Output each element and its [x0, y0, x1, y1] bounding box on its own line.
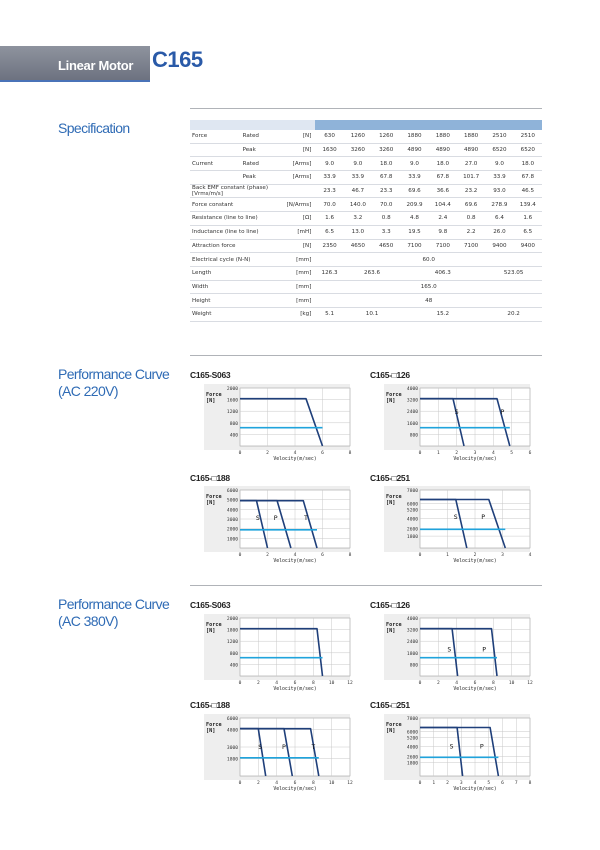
- spec-value: 139.4: [514, 198, 542, 212]
- spec-value: 630: [315, 130, 343, 143]
- spec-table: [190, 120, 542, 322]
- spec-value: 9.0: [400, 157, 428, 171]
- divider: [190, 585, 542, 586]
- spec-value: 2510: [485, 130, 513, 143]
- y-axis-unit: [N]: [206, 398, 216, 404]
- y-tick-label: 5000: [226, 498, 238, 504]
- x-tick-label: 6: [473, 681, 477, 686]
- x-tick-label: 2: [455, 451, 459, 456]
- table-row: [190, 294, 542, 308]
- spec-value: 3.3: [372, 225, 400, 239]
- perf220-title-line2: (AC 220V): [58, 383, 118, 399]
- y-tick-label: 1200: [226, 410, 238, 416]
- spec-value: 1880: [400, 130, 428, 143]
- spec-value: 9.0: [485, 157, 513, 171]
- x-tick-label: 4: [455, 681, 459, 686]
- x-tick-label: 12: [347, 781, 353, 786]
- spec-value: 1880: [457, 130, 485, 143]
- spec-label: Force constant: [190, 198, 281, 212]
- x-tick-label: 0: [418, 451, 422, 456]
- x-tick-label: 2: [446, 781, 449, 786]
- spec-label-text: Back EMF constant (phase): [192, 185, 269, 192]
- y-axis-unit: [N]: [386, 500, 396, 506]
- y-tick-label: 3200: [406, 398, 418, 404]
- spec-unit: [N/Arms]: [281, 198, 315, 212]
- spec-value: 18.0: [429, 157, 457, 171]
- y-tick-label: 2600: [406, 527, 418, 533]
- spec-value: 33.9: [400, 171, 428, 185]
- y-tick-label: 2000: [226, 617, 238, 622]
- header-model: C165: [152, 47, 203, 72]
- spec-sublabel: Peak: [241, 171, 281, 185]
- y-tick-label: 5200: [406, 736, 418, 742]
- y-tick-label: 2400: [406, 410, 418, 416]
- spec-value: 4650: [344, 239, 372, 253]
- table-header-cell: [315, 120, 542, 130]
- y-tick-label: 7800: [406, 489, 418, 494]
- perf380-section-title: [58, 596, 169, 630]
- spec-value: 19.5: [400, 225, 428, 239]
- curve-marker: P: [481, 513, 486, 521]
- spec-value: 23.2: [457, 184, 485, 198]
- spec-unit: [kg]: [281, 307, 315, 321]
- x-tick-label: 4: [491, 451, 495, 456]
- x-tick-label: 0: [418, 681, 422, 686]
- table-row: [190, 307, 542, 321]
- perf220-section-title: [58, 366, 169, 400]
- spec-value: 15.2: [400, 307, 485, 321]
- y-tick-label: 4000: [406, 617, 418, 622]
- spec-value: 1630: [315, 143, 343, 157]
- spec-value: 1260: [372, 130, 400, 143]
- performance-chart-220-126: [370, 384, 542, 466]
- performance-chart-220-251: [370, 486, 542, 568]
- x-tick-label: 0: [418, 553, 422, 558]
- spec-value: 67.8: [514, 171, 542, 185]
- spec-value: 4.8: [400, 212, 428, 226]
- spec-unit: [mH]: [281, 225, 315, 239]
- table-row: [190, 225, 542, 239]
- spec-value: 6.5: [315, 225, 343, 239]
- table-header-cell: [190, 120, 315, 130]
- curve-marker: S: [454, 408, 459, 417]
- spec-value: 523.05: [485, 266, 542, 280]
- table-row: [190, 130, 542, 143]
- spec-value: 2.2: [457, 225, 485, 239]
- y-tick-label: 6000: [226, 717, 238, 722]
- table-row: [190, 280, 542, 294]
- y-tick-label: 4000: [406, 387, 418, 392]
- spec-value: 18.0: [372, 157, 400, 171]
- curve-marker: S: [258, 742, 263, 751]
- curve-marker: T: [311, 742, 316, 751]
- x-tick-label: 8: [311, 681, 315, 686]
- y-tick-label: 1800: [226, 628, 238, 634]
- spec-label: Current: [190, 157, 241, 171]
- y-axis-unit: [N]: [386, 728, 396, 734]
- x-tick-label: 2: [473, 553, 477, 558]
- table-row: [190, 171, 542, 185]
- performance-chart-380-251: [370, 714, 542, 796]
- curve-marker: T: [304, 513, 308, 522]
- x-tick-label: 3: [501, 553, 504, 558]
- spec-value: 101.7: [457, 171, 485, 185]
- chart-title: C165-S063: [190, 370, 231, 380]
- y-axis-label: Force: [386, 622, 402, 628]
- spec-value: 406.3: [400, 266, 485, 280]
- y-tick-label: 400: [229, 663, 238, 669]
- spec-unit: [mm]: [281, 253, 315, 267]
- y-axis-label: Force: [206, 392, 222, 398]
- spec-value: 23.3: [315, 184, 343, 198]
- x-tick-label: 8: [528, 781, 532, 786]
- curve-marker: S: [453, 513, 458, 521]
- y-tick-label: 6000: [406, 730, 418, 736]
- spec-label: Resistance (line to line): [190, 212, 281, 226]
- spec-value: 23.3: [372, 184, 400, 198]
- x-axis-label: Velocity(m/sec): [453, 787, 497, 792]
- y-axis-unit: [N]: [206, 728, 216, 734]
- spec-value: 6520: [514, 143, 542, 157]
- curve-marker: P: [273, 513, 278, 522]
- spec-label: Inductance (line to line): [190, 225, 281, 239]
- spec-value: 18.0: [514, 157, 542, 171]
- performance-chart-380-188: [190, 714, 362, 796]
- spec-value: 3260: [344, 143, 372, 157]
- x-tick-label: 12: [527, 681, 533, 686]
- spec-label: Length: [190, 266, 281, 280]
- header-accent-line: [0, 80, 150, 82]
- spec-label: [190, 184, 281, 198]
- spec-value: 69.6: [457, 198, 485, 212]
- spec-unit: [281, 184, 315, 198]
- x-tick-label: 2: [436, 681, 440, 686]
- y-axis-label: Force: [206, 722, 222, 728]
- spec-value: 69.6: [400, 184, 428, 198]
- spec-value: 1.6: [514, 212, 542, 226]
- divider: [190, 108, 542, 109]
- x-tick-label: 7: [514, 781, 518, 786]
- y-axis-unit: [N]: [386, 398, 396, 404]
- perf380-title-line2: (AC 380V): [58, 613, 118, 629]
- y-tick-label: 800: [229, 651, 238, 657]
- spec-label: Width: [190, 280, 281, 294]
- x-tick-label: 3: [473, 451, 477, 456]
- y-tick-label: 2400: [406, 640, 418, 646]
- chart-title: C165-□126: [370, 370, 410, 380]
- x-tick-label: 4: [473, 781, 477, 786]
- spec-value: 9.0: [315, 157, 343, 171]
- spec-value: 4890: [457, 143, 485, 157]
- spec-value: 0.8: [372, 212, 400, 226]
- y-tick-label: 2000: [226, 527, 238, 533]
- table-row: [190, 198, 542, 212]
- curve-marker: S: [447, 645, 452, 654]
- spec-value: 9400: [514, 239, 542, 253]
- spec-value: 263.6: [344, 266, 401, 280]
- y-tick-label: 4000: [406, 517, 418, 523]
- performance-chart-380-s063: [190, 614, 362, 696]
- spec-value: 278.9: [485, 198, 513, 212]
- spec-value: 2350: [315, 239, 343, 253]
- y-tick-label: 1600: [406, 421, 418, 427]
- spec-value: 2.4: [429, 212, 457, 226]
- spec-value: 93.0: [485, 184, 513, 198]
- x-axis-label: Velocity(m/sec): [273, 787, 317, 792]
- y-tick-label: 800: [409, 433, 418, 439]
- spec-unit: [Ω]: [281, 212, 315, 226]
- spec-value: 9.8: [429, 225, 457, 239]
- spec-value: 1.6: [315, 212, 343, 226]
- spec-sublabel: Rated: [241, 130, 281, 143]
- spec-value: 6.5: [514, 225, 542, 239]
- spec-unit: [mm]: [281, 280, 315, 294]
- spec-value: 3260: [372, 143, 400, 157]
- x-tick-label: 2: [266, 451, 269, 456]
- y-axis-unit: [N]: [206, 500, 216, 506]
- y-tick-label: 1600: [226, 398, 238, 404]
- table-row: [190, 266, 542, 280]
- spec-label-unit: [Vrms/m/s]: [192, 191, 223, 198]
- spec-value: 33.9: [315, 171, 343, 185]
- y-tick-label: 5200: [406, 508, 418, 514]
- y-tick-label: 3000: [226, 518, 238, 523]
- x-tick-label: 0: [238, 553, 242, 558]
- y-tick-label: 1800: [226, 757, 238, 763]
- spec-value: 27.0: [457, 157, 485, 171]
- x-tick-label: 5: [487, 781, 491, 786]
- chart-title: C165-□251: [370, 700, 410, 710]
- x-tick-label: 6: [528, 451, 532, 456]
- spec-value: 13.0: [344, 225, 372, 239]
- x-axis-label: Velocity(m/sec): [273, 457, 317, 462]
- performance-chart-220-188: [190, 486, 362, 568]
- x-tick-label: 6: [293, 781, 297, 786]
- x-tick-label: 0: [418, 781, 422, 786]
- spec-value: 33.9: [485, 171, 513, 185]
- chart-title: C165-□126: [370, 600, 410, 610]
- x-tick-label: 2: [266, 553, 269, 558]
- y-axis-label: Force: [386, 722, 402, 728]
- spec-unit: [N]: [281, 143, 315, 157]
- spec-value: 36.6: [429, 184, 457, 198]
- spec-value: 20.2: [485, 307, 542, 321]
- x-tick-label: 8: [311, 781, 315, 786]
- y-tick-label: 4000: [406, 745, 418, 751]
- x-axis-label: Velocity(m/sec): [453, 687, 497, 692]
- spec-value: 5.1: [315, 307, 343, 321]
- spec-value: 48: [315, 294, 542, 308]
- y-axis-label: Force: [206, 494, 222, 500]
- curve-marker: S: [449, 742, 454, 751]
- x-tick-label: 5: [510, 451, 514, 456]
- x-tick-label: 1: [432, 781, 436, 786]
- spec-value: 70.0: [315, 198, 343, 212]
- spec-value: 10.1: [344, 307, 401, 321]
- spec-value: 6.4: [485, 212, 513, 226]
- spec-sublabel: Rated: [241, 157, 281, 171]
- table-row: [190, 184, 542, 198]
- x-tick-label: 8: [348, 451, 352, 456]
- spec-value: 4890: [400, 143, 428, 157]
- x-tick-label: 1: [446, 553, 449, 558]
- y-tick-label: 2600: [406, 755, 418, 761]
- x-tick-label: 1: [436, 451, 440, 456]
- spec-value: 165.0: [315, 280, 542, 294]
- x-tick-label: 0: [238, 681, 242, 686]
- table-header-row: [190, 120, 542, 130]
- spec-label: Electrical cycle (N-N): [190, 253, 281, 267]
- x-tick-label: 10: [328, 681, 335, 686]
- x-tick-label: 3: [459, 781, 463, 786]
- spec-value: 140.0: [344, 198, 372, 212]
- spec-label: Force: [190, 130, 241, 143]
- x-tick-label: 12: [347, 681, 353, 686]
- y-tick-label: 4000: [226, 508, 238, 514]
- spec-value: 46.5: [514, 184, 542, 198]
- y-tick-label: 1800: [406, 761, 418, 767]
- x-tick-label: 4: [528, 553, 532, 558]
- table-row: [190, 239, 542, 253]
- spec-value: 6520: [485, 143, 513, 157]
- x-tick-label: 4: [293, 553, 297, 558]
- spec-unit: [Arms]: [281, 171, 315, 185]
- spec-value: 2510: [514, 130, 542, 143]
- spec-value: 104.4: [429, 198, 457, 212]
- spec-unit: [mm]: [281, 294, 315, 308]
- y-axis-label: Force: [206, 622, 222, 628]
- x-tick-label: 6: [321, 553, 324, 558]
- y-axis-label: Force: [386, 494, 402, 500]
- spec-label: Height: [190, 294, 281, 308]
- x-tick-label: 10: [508, 681, 515, 686]
- curve-marker: P: [500, 408, 505, 417]
- spec-unit: [Arms]: [281, 157, 315, 171]
- performance-chart-220-s063: [190, 384, 362, 466]
- x-axis-label: Velocity(m/sec): [453, 457, 497, 462]
- spec-value: 0.8: [457, 212, 485, 226]
- x-tick-label: 10: [328, 781, 335, 786]
- y-tick-label: 7800: [406, 717, 418, 722]
- spec-value: 1880: [429, 130, 457, 143]
- x-tick-label: 2: [256, 781, 260, 786]
- x-tick-label: 4: [293, 451, 297, 456]
- y-tick-label: 1800: [406, 535, 418, 541]
- table-row: [190, 212, 542, 226]
- x-tick-label: 4: [275, 681, 279, 686]
- x-axis-label: Velocity(m/sec): [453, 559, 497, 564]
- y-tick-label: 1200: [226, 640, 238, 646]
- x-axis-label: Velocity(m/sec): [273, 559, 317, 564]
- perf220-title-line1: Performance Curve: [58, 366, 170, 382]
- x-tick-label: 0: [238, 451, 242, 456]
- spec-value: 67.8: [429, 171, 457, 185]
- x-tick-label: 6: [293, 681, 297, 686]
- y-tick-label: 2000: [226, 387, 238, 392]
- x-axis-label: Velocity(m/sec): [273, 687, 317, 692]
- x-tick-label: 6: [321, 451, 324, 456]
- curve-marker: P: [282, 742, 286, 751]
- y-tick-label: 3200: [406, 628, 418, 634]
- spec-value: 126.3: [315, 266, 343, 280]
- spec-label: Attraction force: [190, 239, 281, 253]
- y-tick-label: 1000: [226, 537, 238, 543]
- x-tick-label: 2: [256, 681, 260, 686]
- x-tick-label: 4: [275, 781, 279, 786]
- spec-value: 4890: [429, 143, 457, 157]
- divider: [190, 355, 542, 356]
- spec-value: 3.2: [344, 212, 372, 226]
- perf380-title-line1: Performance Curve: [58, 596, 170, 612]
- spec-unit: [N]: [281, 239, 315, 253]
- x-tick-label: 8: [348, 553, 352, 558]
- spec-value: 7100: [457, 239, 485, 253]
- table-row: [190, 143, 542, 157]
- chart-title: C165-S063: [190, 600, 231, 610]
- spec-value: 60.0: [315, 253, 542, 267]
- spec-label: Weight: [190, 307, 281, 321]
- spec-value: 67.8: [372, 171, 400, 185]
- spec-label: [190, 171, 241, 185]
- y-axis-label: Force: [386, 392, 402, 398]
- y-tick-label: 800: [229, 421, 238, 427]
- spec-value: 7100: [400, 239, 428, 253]
- spec-value: 1260: [344, 130, 372, 143]
- spec-value: 4650: [372, 239, 400, 253]
- spec-label: [190, 143, 241, 157]
- y-axis-unit: [N]: [386, 628, 396, 634]
- curve-marker: P: [482, 645, 487, 654]
- chart-title: C165-□251: [370, 473, 410, 483]
- y-axis-unit: [N]: [206, 628, 216, 634]
- header-category: Linear Motor: [58, 58, 134, 73]
- y-tick-label: 6000: [406, 502, 418, 508]
- spec-value: 209.9: [400, 198, 428, 212]
- x-tick-label: 8: [491, 681, 495, 686]
- spec-value: 70.0: [372, 198, 400, 212]
- spec-section-title: Specification: [58, 120, 130, 136]
- y-tick-label: 4800: [226, 728, 238, 734]
- curve-marker: S: [255, 513, 260, 522]
- spec-unit: [mm]: [281, 266, 315, 280]
- y-tick-label: 1800: [406, 651, 418, 657]
- y-tick-label: 800: [409, 663, 418, 669]
- spec-value: 33.9: [344, 171, 372, 185]
- spec-value: 9.0: [344, 157, 372, 171]
- spec-unit: [N]: [281, 130, 315, 143]
- spec-sublabel: Peak: [241, 143, 281, 157]
- y-tick-label: 6000: [226, 489, 238, 494]
- chart-title: C165-□188: [190, 700, 230, 710]
- spec-value: 7100: [429, 239, 457, 253]
- x-tick-label: 6: [501, 781, 504, 786]
- table-row: [190, 157, 542, 171]
- chart-title: C165-□188: [190, 473, 230, 483]
- curve-marker: P: [479, 742, 484, 751]
- table-row: [190, 253, 542, 267]
- performance-chart-380-126: [370, 614, 542, 696]
- spec-value: 26.0: [485, 225, 513, 239]
- spec-value: 46.7: [344, 184, 372, 198]
- x-tick-label: 0: [238, 781, 242, 786]
- y-tick-label: 3000: [226, 746, 238, 751]
- spec-value: 9400: [485, 239, 513, 253]
- y-tick-label: 400: [229, 433, 238, 439]
